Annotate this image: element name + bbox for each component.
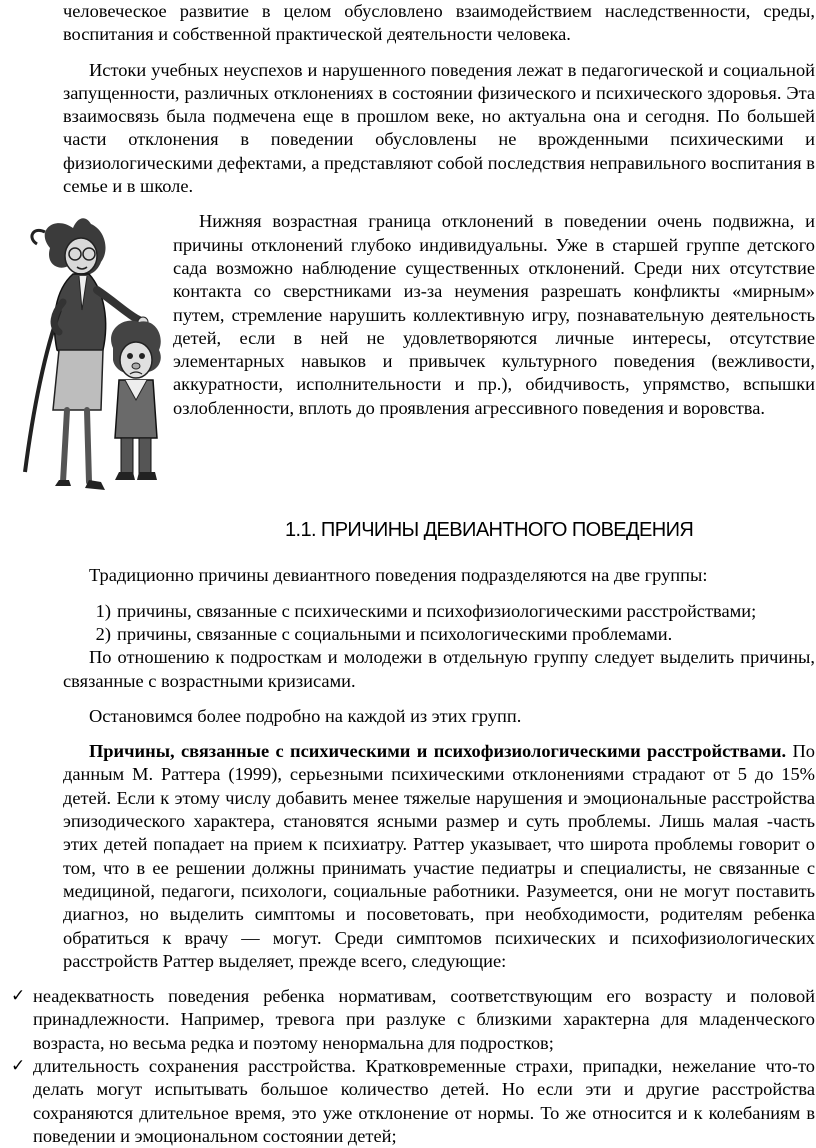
list-item <box>63 600 815 623</box>
list-item <box>63 623 815 646</box>
document-page <box>11 0 815 1148</box>
rutter-paragraph <box>63 740 815 973</box>
illustrated-block <box>63 210 815 420</box>
symptom-text: длительность сохранения расстройства. Кратковременные страхи, припадки, нежелание что-то делать могут испытывать большое количество детей. Но если эти и другие расстройства сохраняются длительное время, это уже отклонение от нормы. То же относится и к колебаниям в поведении и эмоциональном состоянии детей; <box>33 1056 815 1146</box>
list-item-text: причины, связанные с психическими и психофизиологическими расстройствами; <box>117 600 757 621</box>
bold-subheading: Причины, связанные с психическими и психофизиологическими расстройствами. <box>89 741 787 762</box>
list-item <box>11 1055 815 1148</box>
rutter-text: По данным М. Раттера (1999), серьезными психическими отклонениями страдают от 5 до 15% детей. Если к этому числу добавить менее тяжелые нарушения и эмоциональные расстройства эпизодического характера, становятся ясными размер и суть проблемы. Лишь малая -часть этих детей попадает на прием к психиатру. Раттер указывает, что широта проблемы говорит о том, что в ее решении должны принимать участие педиатры и специалисты, не связанные с медициной, педагоги, психологи, социальные работники. Разумеется, они не могут поставить диагноз, но выделить симптомы и посоветовать, при необходимости, родителям ребенка обратиться к врачу — могут. Среди симптомов психических и психофизиологических расстройств Раттер выделяет, прежде всего, следующие: <box>63 741 815 971</box>
origins-paragraph: Истоки учебных неуспехов и нарушенного поведения лежат в педагогической и социальной запущенности, различных отклонениях в состоянии физического и психического здоровья. Эта взаимосвязь была подмечена еще в прошлом веке, но актуальна она и сегодня. По большей части отклонения в поведении обусловлены не врожденными психическими и физиологическими дефектами, а представляют собой последствия неправильного воспитания в семье и в школе. <box>63 59 815 197</box>
list-item-text: причины, связанные с социальными и психологическими проблемами. <box>117 623 673 644</box>
teacher-and-boy-illustration <box>15 210 165 510</box>
list-item-number: 2) <box>95 623 111 644</box>
intro-tail-paragraph: человеческое развитие в целом обусловлено взаимодействием наследственности, среды, воспитания и собственной практической деятельности человека. <box>63 1 815 45</box>
list-item-number: 1) <box>95 600 111 621</box>
checkmark-icon: ✓ <box>11 1056 26 1077</box>
checkmark-icon: ✓ <box>11 986 26 1007</box>
section-heading: 1.1. ПРИЧИНЫ ДЕВИАНТНОГО ПОВЕДЕНИЯ <box>285 519 694 542</box>
symptom-text: неадекватность поведения ребенка нормативам, соответствующим его возрасту и половой принадлежности. Например, тревога при разлуке с близкими характерна для младенческого возраста, но весьма редка и поэтому ненормальна для подростков; <box>33 986 815 1053</box>
groups-list <box>63 600 815 647</box>
age-crises-paragraph: По отношению к подросткам и молодежи в отдельную группу следует выделить причины, связанные с возрастными кризисами. <box>63 647 815 691</box>
detail-paragraph: Остановимся более подробно на каждой из этих групп. <box>89 705 522 726</box>
age-boundary-paragraph: Нижняя возрастная граница отклонений в поведении очень подвижна, и причины отклонений глубоко индивидуальны. Уже в старшей группе детского сада возможно наблюдение существенных отклонений. Среди них отсутствие контакта со сверстниками из-за неумения разрешать конфликты «мирным» путем, стремление нарушить коллективную игру, познавательную деятельность детей, если в ней не удовлетворяются личные интересы, отсутствие элементарных навыков и привычек культурного поведения (вежливости, аккуратности, исполнительности и пр.), обидчивость, упрямство, вспышки озлобленности, вплоть до проявления агрессивного поведения и воровства. <box>173 211 815 418</box>
section-lead: Традиционно причины девиантного поведения подразделяются на две группы: <box>89 565 708 586</box>
symptom-list <box>11 985 815 1148</box>
list-item <box>11 985 815 1055</box>
